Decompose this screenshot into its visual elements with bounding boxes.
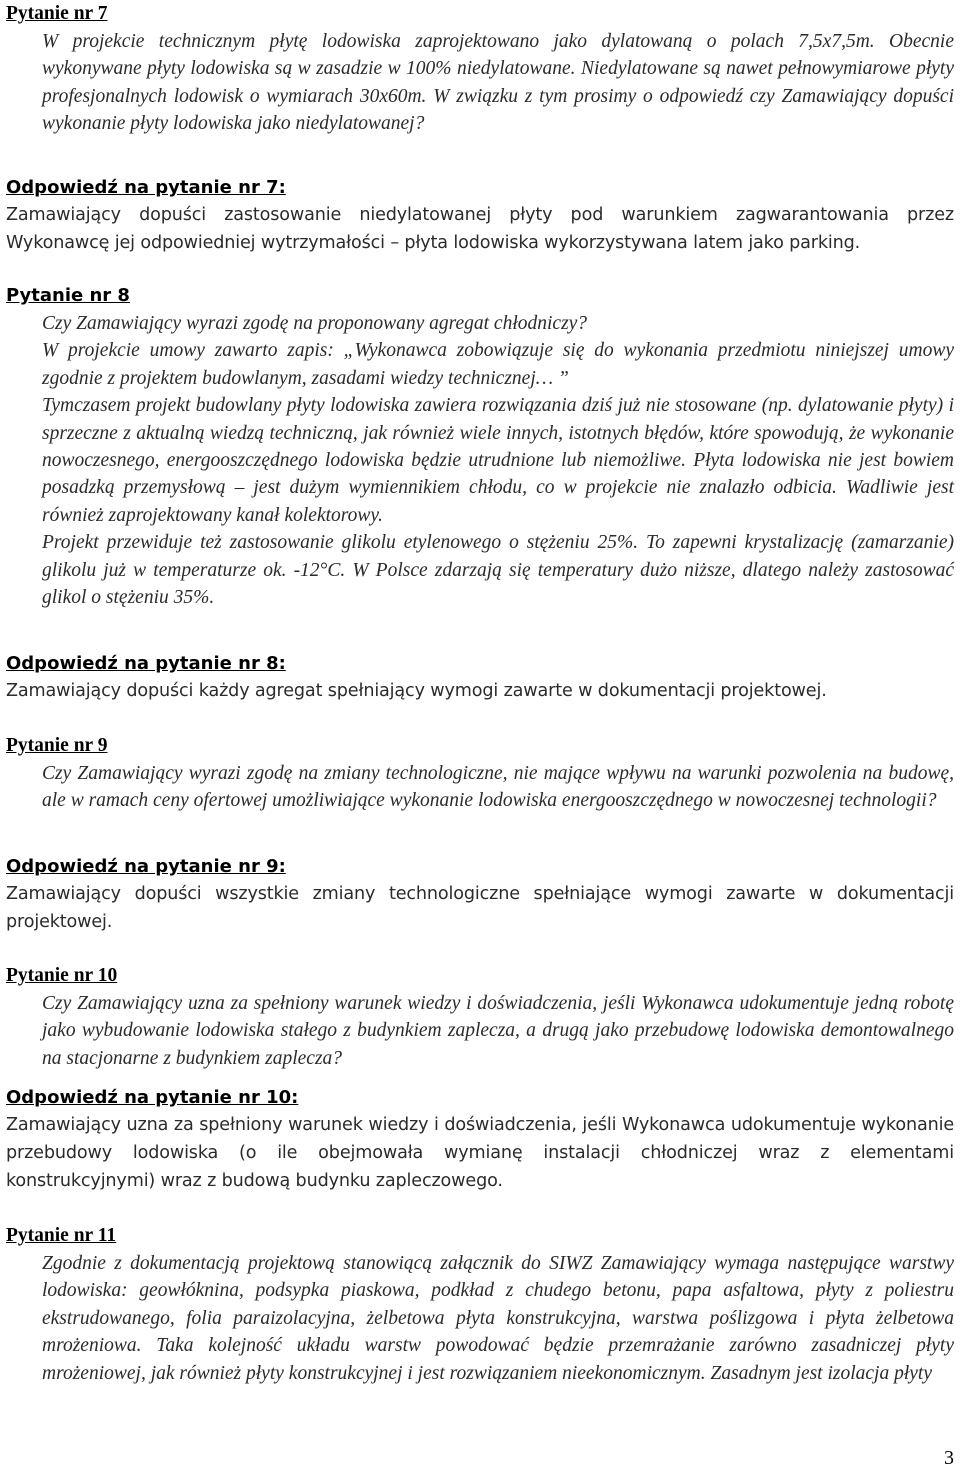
question-heading-text: Pytanie nr 8 [6, 285, 130, 306]
question-heading: Pytanie nr 10 [6, 965, 118, 986]
answer-heading-text: Odpowiedź na pytanie nr 9: [6, 856, 286, 877]
answer-text: Zamawiający dopuści każdy agregat spełniający wymogi zawarte w dokumentacji projektowej. [6, 681, 827, 701]
question-text: Czy Zamawiający wyrazi zgodę na zmiany technologiczne, nie mające wpływu na warunki pozwolenia na budowę, ale w ramach ceny ofertowej umożliwiające wykonanie lodowiska energooszczędnego w nowoczesnej technologii? [42, 763, 954, 812]
answer-9 [6, 853, 954, 937]
answer-heading-text: Odpowiedź na pytanie nr 10: [6, 1087, 299, 1108]
answer-heading [6, 174, 954, 202]
question-10 [6, 962, 954, 1072]
answer-text: Zamawiający dopuści zastosowanie niedylatowanej płyty pod warunkiem zagwarantowania przez Wykonawcę jej odpowiedniej wytrzymałości – płyta lodowiska wykorzystywana latem jako parking. [6, 205, 954, 253]
answer-heading [6, 853, 954, 881]
question-heading: Pytanie nr 11 [6, 1225, 117, 1246]
answer-text: Zamawiający uzna za spełniony warunek wiedzy i doświadczenia, jeśli Wykonawca udokumentuje wykonanie przebudowy lodowiska (o ile obejmowała wymianę instalacji chłodniczej wraz z elementami konstrukcyjnymi) wraz z budową budynku zapleczowego. [6, 1115, 954, 1191]
question-heading [6, 282, 954, 310]
answer-text: Zamawiający dopuści wszystkie zmiany technologiczne spełniające wymogi zawarte w dokumentacji projektowej. [6, 884, 954, 932]
page-number: 3 [944, 1447, 954, 1469]
answer-heading [6, 650, 954, 678]
question-heading: Pytanie nr 7 [6, 3, 108, 24]
question-7 [6, 0, 954, 138]
answer-8 [6, 650, 954, 706]
answer-heading-text: Odpowiedź na pytanie nr 7: [6, 177, 286, 198]
question-8 [6, 282, 954, 611]
question-heading: Pytanie nr 9 [6, 735, 108, 756]
answer-heading-text: Odpowiedź na pytanie nr 8: [6, 653, 286, 674]
question-text: W projekcie technicznym płytę lodowiska zaprojektowano jako dylatowaną o polach 7,5x7,5m. Obecnie wykonywane płyty lodowiska są w zasadzie w 100% niedylatowane. Niedylatowane są nawet pełnowymiarowe płyty profesjonalnych lodowisk o wymiarach 30x60m. W związku z tym prosimy o odpowiedź czy Zamawiający dopuści wykonanie płyty lodowiska jako niedylatowanej? [42, 31, 954, 135]
answer-10 [6, 1084, 954, 1195]
question-9 [6, 732, 954, 815]
question-text: Zgodnie z dokumentacją projektową stanowiącą załącznik do SIWZ Zamawiający wymaga następujące warstwy lodowiska: geowłóknina, podsypka piaskowa, podkład z chudego betonu, papa asfaltowa, płyty z poliestru ekstrudowanego, folia paraizolacyjna, żelbetowa płyta konstrukcyjna, warstwa poślizgowa i płyta żelbetowa mrożeniowa. Taka kolejność układu warstw powodować będzie przemrażanie zarówno zasadniczej płyty mrożeniowej, jak również płyty konstrukcyjnej i jest rozwiązaniem nieekonomicznym. Zasadnym jest izolacja płyty [42, 1253, 954, 1384]
question-text: Tymczasem projekt budowlany płyty lodowiska zawiera rozwiązania dziś już nie stosowane (np. dylatowanie płyty) i sprzeczne z aktualną wiedzą techniczną, jak również wiele innych, istotnych błędów, które spowodują, że wykonanie nowoczesnego, energooszczędnego lodowiska będzie utrudnione lub niemożliwe. Płyta lodowiska nie jest bowiem posadzką przemysłową – jest dużym wymiennikiem chłodu, co w projekcie nie znalazło odbicia. Wadliwie jest również zaprojektowany kanał kolektorowy. [42, 395, 954, 526]
question-text: Projekt przewiduje też zastosowanie glikolu etylenowego o stężeniu 25%. To zapewni krystalizację (zamarzanie) glikolu już w temperaturze ok. -12°C. W Polsce zdarzają się temperatury dużo niższe, dlatego należy zastosować glikol o stężeniu 35%. [42, 532, 954, 609]
answer-7 [6, 174, 954, 258]
question-text: W projekcie umowy zawarto zapis: „Wykonawca zobowiązuje się do wykonania przedmiotu niniejszej umowy zgodnie z projektem budowlanym, zasadami wiedzy technicznej… ” [42, 340, 954, 389]
answer-heading [6, 1084, 954, 1112]
question-text: Czy Zamawiający uzna za spełniony warunek wiedzy i doświadczenia, jeśli Wykonawca udokumentuje jedną robotę jako wybudowanie lodowiska stałego z budynkiem zaplecza, a drugą jako przebudowę lodowiska demontowalnego na stacjonarne z budynkiem zaplecza? [42, 993, 954, 1069]
question-11 [6, 1222, 954, 1387]
question-text: Czy Zamawiający wyrazi zgodę na proponowany agregat chłodniczy? [42, 313, 588, 334]
